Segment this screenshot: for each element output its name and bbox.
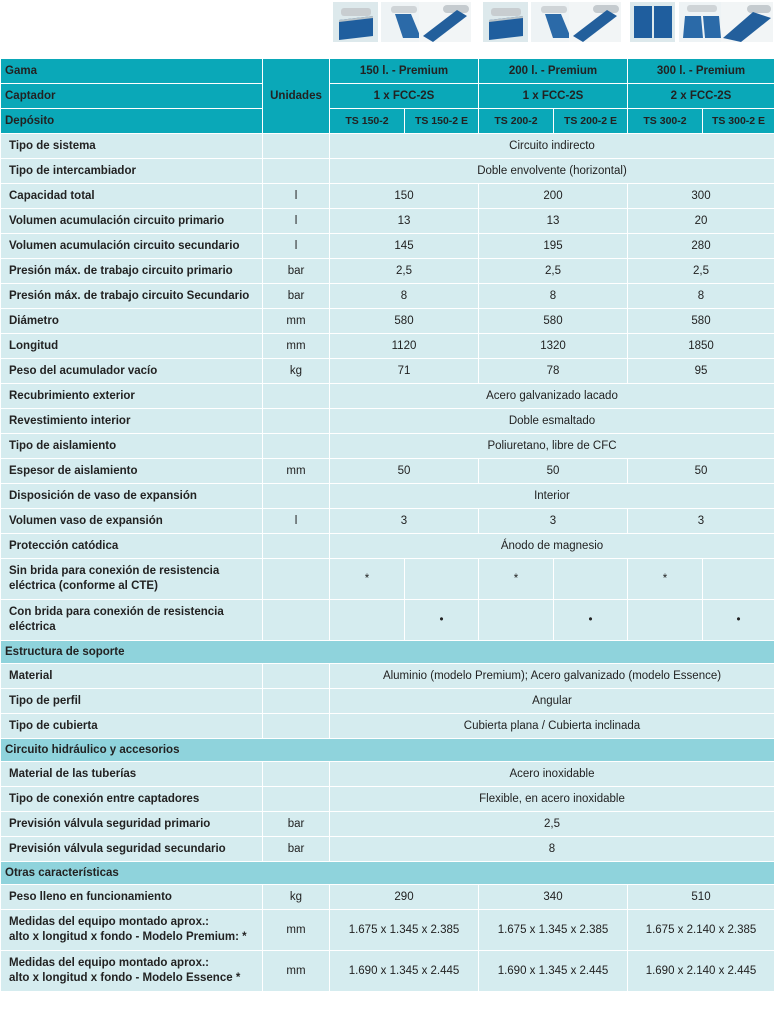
row-mark: [330, 600, 405, 641]
row-mark: [479, 600, 554, 641]
row-unit: l: [263, 209, 330, 234]
header-gama-150: 150 l. - Premium: [330, 59, 479, 84]
solar-collector-image: [483, 2, 528, 42]
row-value: 8: [479, 284, 628, 309]
table-row: [1, 184, 774, 209]
section-title: Estructura de soporte: [1, 641, 774, 664]
table-row: [1, 559, 774, 600]
row-label: Volumen vaso de expansión: [1, 509, 263, 534]
table-row: [1, 459, 774, 484]
table-row: [1, 409, 774, 434]
row-mark: *: [628, 559, 703, 600]
table-row: [1, 600, 774, 641]
table-row: [1, 434, 774, 459]
row-label: Peso del acumulador vacío: [1, 359, 263, 384]
row-mark: [405, 559, 479, 600]
row-label: Disposición de vaso de expansión: [1, 484, 263, 509]
row-label: Presión máx. de trabajo circuito primario: [1, 259, 263, 284]
row-value: Aluminio (modelo Premium); Acero galvanizado (modelo Essence): [330, 664, 774, 689]
row-label: Tipo de perfil: [1, 689, 263, 714]
row-value: Interior: [330, 484, 774, 509]
table-row: [1, 484, 774, 509]
header-deposito-ts150e: TS 150-2 E: [405, 109, 479, 134]
table-row: [1, 384, 774, 409]
table-row: [1, 234, 774, 259]
row-value: Flexible, en acero inoxidable: [330, 787, 774, 812]
row-value: 50: [330, 459, 479, 484]
row-value: 3: [330, 509, 479, 534]
table-row: [1, 209, 774, 234]
row-value: 78: [479, 359, 628, 384]
row-unit: [263, 787, 330, 812]
table-row: [1, 359, 774, 384]
row-value: 580: [330, 309, 479, 334]
row-label-line: alto x longitud x fondo - Modelo Essence *: [9, 972, 241, 984]
header-gama-row: [1, 59, 774, 84]
row-value: 200: [479, 184, 628, 209]
section-header: [1, 641, 774, 664]
header-deposito-ts150: TS 150-2: [330, 109, 405, 134]
row-value: 1.690 x 1.345 x 2.445: [479, 951, 628, 992]
header-deposito-ts200e: TS 200-2 E: [554, 109, 628, 134]
row-label: Longitud: [1, 334, 263, 359]
row-value: 1.690 x 1.345 x 2.445: [330, 951, 479, 992]
row-unit: [263, 384, 330, 409]
row-label-line: eléctrica: [9, 621, 56, 633]
row-unit: [263, 159, 330, 184]
solar-collector-image: [721, 2, 773, 42]
row-value: 13: [330, 209, 479, 234]
row-unit: kg: [263, 885, 330, 910]
table-row: [1, 689, 774, 714]
row-mark: *: [479, 559, 554, 600]
table-row: [1, 812, 774, 837]
row-unit: mm: [263, 309, 330, 334]
header-deposito-ts300e: TS 300-2 E: [703, 109, 774, 134]
row-unit: mm: [263, 951, 330, 992]
row-label-line: Medidas del equipo montado aprox.:: [9, 916, 209, 928]
row-label: Recubrimiento exterior: [1, 384, 263, 409]
table-row: [1, 664, 774, 689]
row-value: 1850: [628, 334, 774, 359]
row-value: 1120: [330, 334, 479, 359]
row-value: 3: [628, 509, 774, 534]
row-label: [1, 559, 263, 600]
row-value: 8: [628, 284, 774, 309]
row-label: Volumen acumulación circuito secundario: [1, 234, 263, 259]
row-value: 2,5: [330, 259, 479, 284]
row-mark: •: [554, 600, 628, 641]
header-gama-200: 200 l. - Premium: [479, 59, 628, 84]
row-label: Revestimiento interior: [1, 409, 263, 434]
product-thumbnails: [333, 0, 774, 44]
row-label: [1, 910, 263, 951]
row-value: 290: [330, 885, 479, 910]
spec-table: [0, 58, 774, 992]
header-captador-150: 1 x FCC-2S: [330, 84, 479, 109]
row-value: 2,5: [628, 259, 774, 284]
table-row: [1, 284, 774, 309]
header-captador-label: Captador: [1, 84, 263, 109]
row-label: Capacidad total: [1, 184, 263, 209]
solar-collector-image: [679, 2, 724, 42]
row-value: 145: [330, 234, 479, 259]
row-value: 1.675 x 1.345 x 2.385: [479, 910, 628, 951]
table-row: [1, 910, 774, 951]
row-mark: [628, 600, 703, 641]
row-value: 580: [628, 309, 774, 334]
row-value: Acero inoxidable: [330, 762, 774, 787]
row-value: Doble esmaltado: [330, 409, 774, 434]
row-mark: [703, 559, 774, 600]
row-unit: kg: [263, 359, 330, 384]
row-value: 340: [479, 885, 628, 910]
solar-collector-image: [333, 2, 378, 42]
row-value: 8: [330, 837, 774, 862]
header-captador-200: 1 x FCC-2S: [479, 84, 628, 109]
table-row: [1, 787, 774, 812]
row-value: 1.675 x 2.140 x 2.385: [628, 910, 774, 951]
row-label: Diámetro: [1, 309, 263, 334]
row-label: Material: [1, 664, 263, 689]
row-value: 3: [479, 509, 628, 534]
row-unit: mm: [263, 910, 330, 951]
row-unit: mm: [263, 334, 330, 359]
solar-collector-image: [569, 2, 621, 42]
row-value: 1.675 x 1.345 x 2.385: [330, 910, 479, 951]
header-gama-label: Gama: [1, 59, 263, 84]
header-unidades: Unidades: [263, 59, 330, 134]
row-mark: •: [405, 600, 479, 641]
row-value: 1.690 x 2.140 x 2.445: [628, 951, 774, 992]
table-row: [1, 534, 774, 559]
header-gama-300: 300 l. - Premium: [628, 59, 774, 84]
row-value: Doble envolvente (horizontal): [330, 159, 774, 184]
row-value: 280: [628, 234, 774, 259]
table-row: [1, 309, 774, 334]
row-value: Acero galvanizado lacado: [330, 384, 774, 409]
row-value: 195: [479, 234, 628, 259]
solar-collector-image: [419, 2, 471, 42]
row-unit: [263, 689, 330, 714]
row-value: 580: [479, 309, 628, 334]
row-label: Volumen acumulación circuito primario: [1, 209, 263, 234]
row-label: Previsión válvula seguridad primario: [1, 812, 263, 837]
row-label: Presión máx. de trabajo circuito Secundario: [1, 284, 263, 309]
row-value: Ánodo de magnesio: [330, 534, 774, 559]
row-mark: *: [330, 559, 405, 600]
row-unit: [263, 762, 330, 787]
row-label: Tipo de aislamiento: [1, 434, 263, 459]
row-label-line: eléctrica (conforme al CTE): [9, 580, 158, 592]
section-title: Otras características: [1, 862, 774, 885]
row-value: Poliuretano, libre de CFC: [330, 434, 774, 459]
table-row: [1, 259, 774, 284]
row-unit: bar: [263, 259, 330, 284]
section-header: [1, 862, 774, 885]
row-unit: [263, 534, 330, 559]
row-unit: l: [263, 234, 330, 259]
row-value: 2,5: [479, 259, 628, 284]
row-unit: [263, 714, 330, 739]
row-unit: bar: [263, 837, 330, 862]
row-unit: [263, 409, 330, 434]
row-value: 150: [330, 184, 479, 209]
row-value: 2,5: [330, 812, 774, 837]
header-deposito-row: [1, 109, 774, 134]
row-value: 510: [628, 885, 774, 910]
row-label: [1, 951, 263, 992]
row-value: 71: [330, 359, 479, 384]
table-row: [1, 509, 774, 534]
table-row: [1, 837, 774, 862]
row-unit: [263, 484, 330, 509]
row-value: Cubierta plana / Cubierta inclinada: [330, 714, 774, 739]
row-label: Tipo de sistema: [1, 134, 263, 159]
row-label: Peso lleno en funcionamiento: [1, 885, 263, 910]
header-captador-row: [1, 84, 774, 109]
row-value: 1320: [479, 334, 628, 359]
table-row: [1, 714, 774, 739]
section-header: [1, 739, 774, 762]
row-label: Espesor de aislamiento: [1, 459, 263, 484]
row-label-line: Medidas del equipo montado aprox.:: [9, 957, 209, 969]
row-value: Circuito indirecto: [330, 134, 774, 159]
row-label: Tipo de conexión entre captadores: [1, 787, 263, 812]
row-value: 50: [479, 459, 628, 484]
solar-collector-image: [630, 2, 675, 42]
row-label: Material de las tuberías: [1, 762, 263, 787]
section-title: Circuito hidráulico y accesorios: [1, 739, 774, 762]
row-value: 20: [628, 209, 774, 234]
row-unit: [263, 664, 330, 689]
row-label: Tipo de cubierta: [1, 714, 263, 739]
row-value: 50: [628, 459, 774, 484]
row-label: Previsión válvula seguridad secundario: [1, 837, 263, 862]
row-mark: [554, 559, 628, 600]
row-label-line: Con brida para conexión de resistencia: [9, 606, 224, 618]
row-label-line: alto x longitud x fondo - Modelo Premium: *: [9, 931, 247, 943]
header-deposito-ts300: TS 300-2: [628, 109, 703, 134]
row-value: 95: [628, 359, 774, 384]
table-row: [1, 159, 774, 184]
row-unit: bar: [263, 284, 330, 309]
row-value: Angular: [330, 689, 774, 714]
header-captador-300: 2 x FCC-2S: [628, 84, 774, 109]
row-unit: l: [263, 509, 330, 534]
table-row: [1, 885, 774, 910]
row-label: Protección catódica: [1, 534, 263, 559]
row-label: [1, 600, 263, 641]
row-unit: [263, 559, 330, 600]
header-deposito-label: Depósito: [1, 109, 263, 134]
row-unit: bar: [263, 812, 330, 837]
row-value: 8: [330, 284, 479, 309]
table-row: [1, 951, 774, 992]
row-label: Tipo de intercambiador: [1, 159, 263, 184]
row-unit: mm: [263, 459, 330, 484]
row-unit: [263, 600, 330, 641]
table-row: [1, 134, 774, 159]
table-row: [1, 762, 774, 787]
row-value: 300: [628, 184, 774, 209]
table-row: [1, 334, 774, 359]
row-label-line: Sin brida para conexión de resistencia: [9, 565, 220, 577]
header-deposito-ts200: TS 200-2: [479, 109, 554, 134]
row-unit: [263, 134, 330, 159]
row-unit: l: [263, 184, 330, 209]
row-mark: •: [703, 600, 774, 641]
row-unit: [263, 434, 330, 459]
row-value: 13: [479, 209, 628, 234]
